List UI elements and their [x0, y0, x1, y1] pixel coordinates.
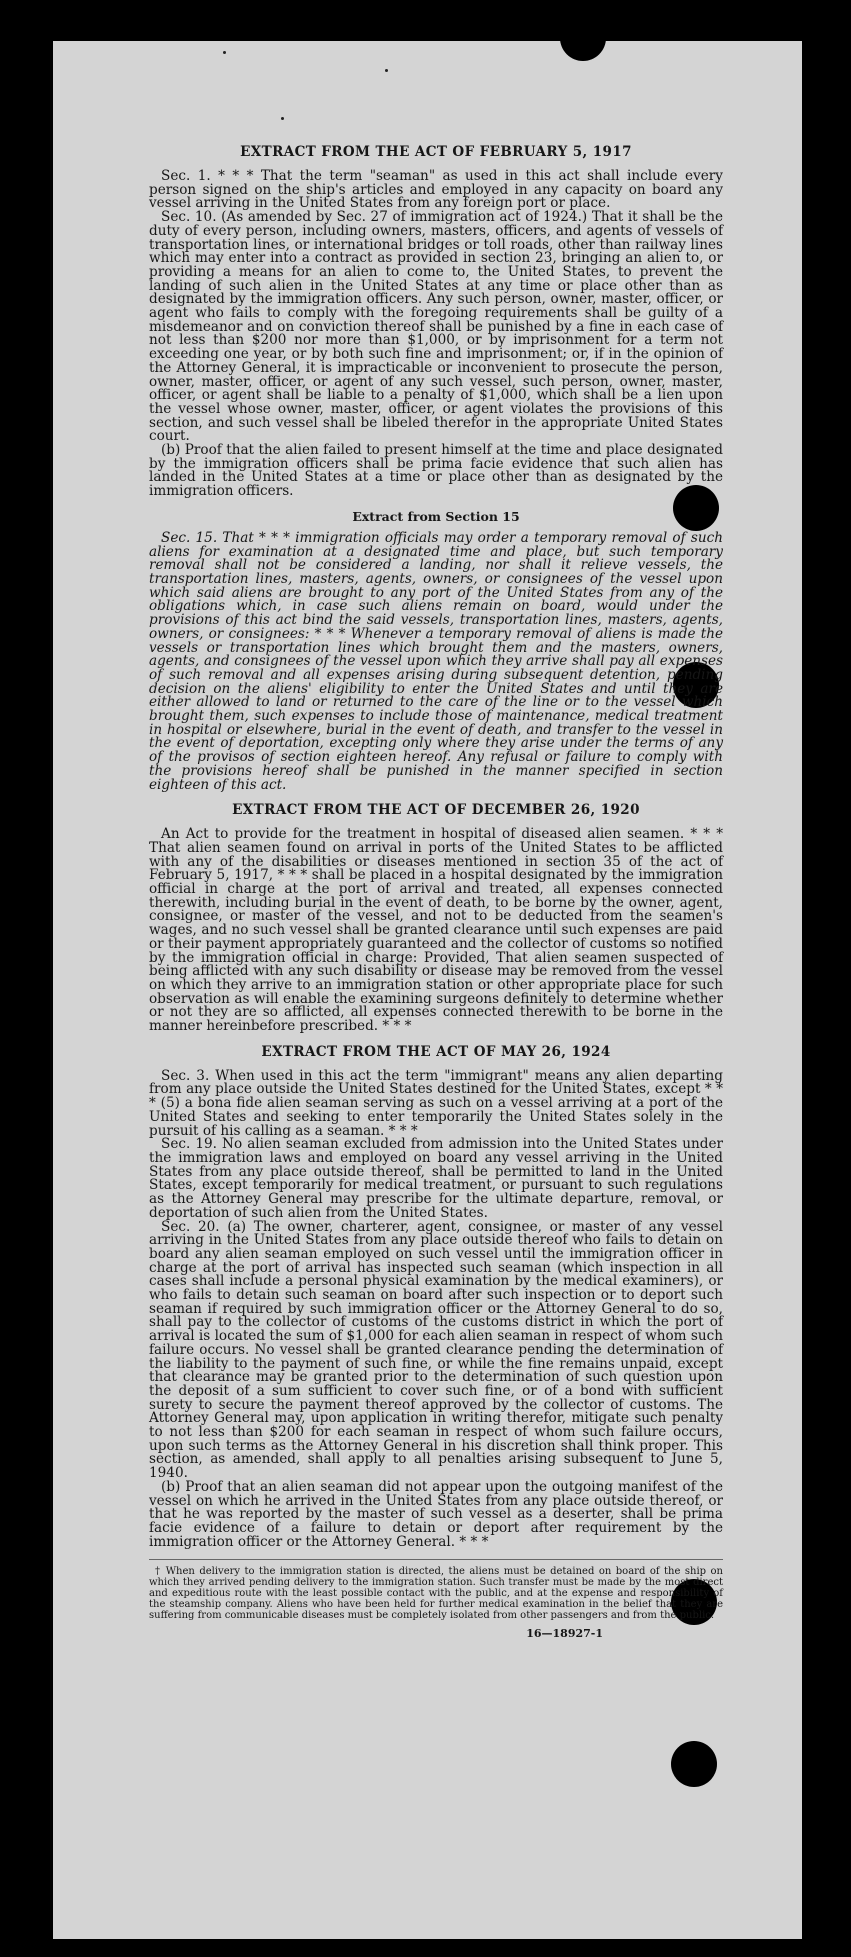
section-act-1924 — [149, 1044, 723, 1550]
paragraph: Sec. 3. When used in this act the term "immigrant" means any alien departing from any place outside the United States destined for the United States, except * * * (5) a bona fide alien seaman serving as such on a vessel arriving at a port of the United States and seeking to enter temporarily the United States solely in the pursuit of his calling as a seaman. * * * — [149, 1067, 723, 1139]
document-page — [53, 41, 802, 1939]
paper-speck — [385, 69, 388, 72]
paragraph: Sec. 15. That * * * immigration officials may order a temporary removal of such aliens for examination at a designated time and place, but such temporary removal shall not be considered a landing, nor shall it relieve vessels, the transportation lines, masters, agents, owners, or consignees of the vessel upon which said aliens are brought to any port of the United States from any of the obligations which, in case such aliens remain on board, would under the provisions of this act bind the said vessels, transportation lines, masters, agents, owners, or consignees: * * * Whenever a temporary removal of aliens is made the vessels or transportation lines which brought them and the masters, owners, agents, and consignees of the vessel upon which they arrive shall pay all expenses of such removal and all expenses arising during subsequent detention, pending decision on the aliens' eligibility to enter the United States and until they are either allowed to land or returned to the care of the line or to the vessel which brought them, such expenses to include those of maintenance, medical treatment in hospital or elsewhere, burial in the event of death, and transfer to the vessel in the event of deportation, excepting only where they arise under the terms of any of the provisos of section eighteen hereof. Any refusal or failure to comply with the provisions hereof shall be punished in the manner specified in section eighteen of this act. — [149, 529, 723, 793]
footnote — [149, 1559, 723, 1621]
footnote-text: † When delivery to the immigration station is directed, the aliens must be detained on board of the ship on which they arrived pending delivery to the immigration station. Such transfer must be made by the most direct and expeditious route with the least possible contact with the public, and at the expense and responsibility of the steamship company. Aliens who have been held for further medical examination in the belief that they are suffering from communicable diseases must be completely isolated from other passengers and from the public. — [149, 1566, 723, 1622]
paragraph: An Act to provide for the treatment in hospital of diseased alien seamen. * * * That alien seamen found on arrival in ports of the United States to be afflicted with any of the disabilities or diseases mentioned in section 35 of the act of February 5, 1917, * * * shall be placed in a hospital designated by the immigration official in charge at the port of arrival and treated, all expenses connected therewith, including burial in the event of death, to be borne by the owner, agent, consignee, or master of the vessel, and not to be deducted from the seamen's wages, and no such vessel shall be granted clearance until such expenses are paid or their payment appropriately guaranteed and the collector of customs so notified by the immigration official in charge: Provided, That alien seamen suspected of being afflicted with any such disability or disease may be removed from the vessel on which they arrive to an immigration station or other appropriate place for such observation as will enable the examining surgeons definitely to determine whether or not they are so afflicted, all expenses connected therewith to be borne in the manner hereinbefore prescribed. * * * — [149, 826, 723, 1035]
section-heading: Extract from Section 15 — [352, 508, 520, 524]
document-body — [149, 144, 723, 1640]
paragraph: Sec. 19. No alien seaman excluded from admission into the United States under the immigration laws and employed on board any vessel arriving in the United States from any place outside thereof, shall be permitted to land in the United States, except temporarily for medical treatment, or pursuant to such regulations as the Attorney General may prescribe for the ultimate departure, removal, or deportation of such alien from the United States. — [149, 1136, 723, 1221]
form-number: 16—18927-1 — [526, 1627, 603, 1641]
paragraph: Sec. 10. (As amended by Sec. 27 of immigration act of 1924.) That it shall be the duty of every person, including owners, masters, officers, and agents of vessels of transportation lines, or international bridges or toll roads, other than railway lines which may enter into a contract as provided in section 23, bringing an alien to, or providing a means for an alien to come to, the United States, to prevent the landing of such alien in the United States at any time or place other than as designated by the immigration officers. Any such person, owner, master, officer, or agent who fails to comply with the foregoing requirements shall be guilty of a misdemeanor and on conviction thereof shall be punished by a fine in each case of not less than $200 nor more than $1,000, or by imprisonment for a term not exceeding one year, or by both such fine and imprisonment; or, if in the opinion of the Attorney General, it is impracticable or inconvenient to prosecute the person, owner, master, officer, or agent of any such vessel, such person, owner, master, officer, or agent shall be liable to a penalty of $1,000, which shall be a lien upon the vessel whose owner, master, officer, or agent violates the provisions of this section, and such vessel shall be libeled therefor in the appropriate United States court. — [149, 209, 723, 445]
paragraph: Sec. 20. (a) The owner, charterer, agent, consignee, or master of any vessel arriving in the United States from any place outside thereof who fails to detain on board any alien seaman employed on such vessel until the immigration officer in charge at the port of arrival has inspected such seaman (which inspection in all cases shall include a personal physical examination by the medical examiners), or who fails to detain such seaman on board after such inspection or to deport such seaman if required by such immigration officer or the Attorney General to do so, shall pay to the collector of customs of the customs district in which the port of arrival is located the sum of $1,000 for each alien seaman in respect of whom such failure occurs. No vessel shall be granted clearance pending the determination of the liability to the payment of such fine, or while the fine remains unpaid, except that clearance may be granted prior to the determination of such question upon the deposit of a sum sufficient to cover such fine, or of a bond with sufficient surety to secure the payment thereof approved by the collector of customs. The Attorney General may, upon application in writing therefor, mitigate such penalty to not less than $200 for each seaman in respect of whom such failure occurs, upon such terms as the Attorney General in his discretion shall think proper. This section, as amended, shall apply to all penalties arising subsequent to June 5, 1940. — [149, 1218, 723, 1482]
paragraph: (b) Proof that an alien seaman did not appear upon the outgoing manifest of the vessel on which he arrived in the United States from any place outside thereof, or that he was reported by the master of such vessel as a deserter, shall be prima facie evidence of a failure to detain or deport after requirement by the immigration officer or the Attorney General. * * * — [149, 1478, 723, 1550]
paper-speck — [223, 51, 226, 54]
section-heading: EXTRACT FROM THE ACT OF FEBRUARY 5, 1917 — [240, 144, 632, 160]
paragraph: (b) Proof that the alien failed to present himself at the time and place designated by the immigration officers shall be prima facie evidence that such alien has landed in the United States at a time or place other than as designated by the immigration officers. — [149, 442, 723, 500]
paragraph: Sec. 1. * * * That the term "seaman" as used in this act shall include every person signed on the ship's articles and employed in any capacity on board any vessel arriving in the United States from any foreign port or place. — [149, 168, 723, 212]
section-act-1917 — [149, 144, 723, 499]
paper-speck — [281, 117, 284, 120]
section-heading: EXTRACT FROM THE ACT OF DECEMBER 26, 1920 — [232, 802, 640, 819]
punch-hole — [671, 1741, 717, 1787]
section-extract-15 — [149, 509, 723, 792]
punch-hole — [560, 15, 606, 61]
section-act-1920 — [149, 802, 723, 1034]
section-heading: EXTRACT FROM THE ACT OF MAY 26, 1924 — [261, 1043, 611, 1060]
